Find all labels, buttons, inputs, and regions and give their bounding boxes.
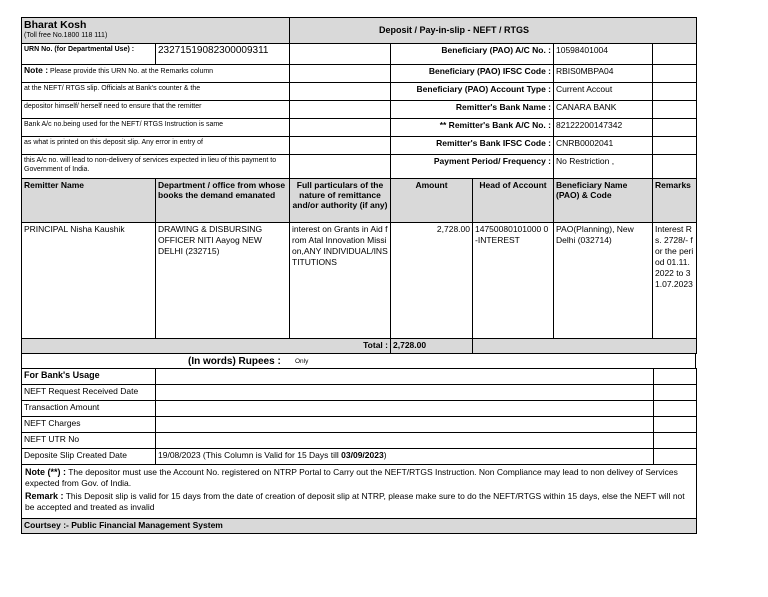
amount-in-words — [21, 354, 696, 368]
total-value: 2,728.00 — [391, 339, 473, 354]
beneficiary-label-4: ** Remitter's Bank A/C No. : — [391, 119, 554, 137]
beneficiary-value-0: 10598401004 — [554, 44, 653, 65]
bank-row-label: Transaction Amount — [22, 401, 156, 417]
col-department: Department / office from whose books the demand emanated — [156, 179, 290, 223]
col-remarks: Remarks — [653, 179, 697, 223]
total-label: Total : — [22, 339, 391, 354]
note-line-0: Note : Please provide this URN No. at the Remarks column — [22, 65, 290, 83]
urn-label: URN No. (for Departmental Use) : — [22, 44, 156, 65]
slip-title: Deposit / Pay-in-slip - NEFT / RTGS — [290, 18, 697, 44]
col-head-of-account: Head of Account — [473, 179, 554, 223]
col-amount: Amount — [391, 179, 473, 223]
note-line-2: depositor himself/ herself need to ensure that the remitter — [22, 101, 290, 119]
beneficiary-value-6: No Restriction , — [554, 155, 653, 179]
beneficiary-value-5: CNRB0002041 — [554, 137, 653, 155]
bank-usage-table — [21, 368, 697, 534]
beneficiary-label-5: Remitter's Bank IFSC Code : — [391, 137, 554, 155]
particulars-table — [21, 178, 697, 354]
courtesy-line: Courtsey :- Public Financial Management System — [22, 519, 697, 534]
deposit-slip — [21, 17, 696, 534]
bank-row-label: NEFT UTR No — [22, 433, 156, 449]
footer-notes — [22, 465, 697, 519]
bank-usage-title: For Bank's Usage — [22, 369, 156, 385]
bank-row-label: NEFT Charges — [22, 417, 156, 433]
cell-head: 14750080101000 0-INTEREST — [473, 223, 554, 339]
note-line-1: at the NEFT/ RTGS slip. Officials at Bank's counter & the — [22, 83, 290, 101]
bank-row-label: NEFT Request Received Date — [22, 385, 156, 401]
org-name: Bharat Kosh — [24, 19, 87, 31]
cell-particulars: interest on Grants in Aid from Atal Innovation Mission,ANY INDIVIDUAL/INSTITUTIONS — [290, 223, 391, 339]
beneficiary-value-3: CANARA BANK — [554, 101, 653, 119]
beneficiary-value-1: RBIS0MBPA04 — [554, 65, 653, 83]
table-row — [22, 223, 697, 339]
note-line-3: Bank A/c no.being used for the NEFT/ RTGS Instruction is same — [22, 119, 290, 137]
valid-till-date: 03/09/2023 — [341, 450, 384, 460]
beneficiary-label-3: Remitter's Bank Name : — [391, 101, 554, 119]
beneficiary-label-6: Payment Period/ Frequency : — [391, 155, 554, 179]
cell-remitter: PRINCIPAL Nisha Kaushik — [22, 223, 156, 339]
col-particulars: Full particulars of the nature of remittance and/or authority (if any) — [290, 179, 391, 223]
beneficiary-value-4: 82122200147342 — [554, 119, 653, 137]
org-cell — [22, 18, 290, 44]
beneficiary-value-2: Current Accout — [554, 83, 653, 101]
beneficiary-label-1: Beneficiary (PAO) IFSC Code : — [391, 65, 554, 83]
depositor-note: Note (**) : The depositor must use the Account No. registered on NTRP Portal to Carry out the NEFT/RTGS Instruction. Non Compliance may lead to non delivey of Services expected from Gov. of India. — [25, 467, 678, 488]
beneficiary-label-2: Beneficiary (PAO) Account Type : — [391, 83, 554, 101]
col-beneficiary: Beneficiary Name (PAO) & Code — [554, 179, 653, 223]
cell-beneficiary: PAO(Planning), New Delhi (032714) — [554, 223, 653, 339]
tollfree: (Toll free No.1800 118 111) — [24, 32, 108, 39]
words-label: (In words) Rupees : — [188, 356, 281, 367]
header-table — [21, 17, 697, 179]
col-remitter-name: Remitter Name — [22, 179, 156, 223]
cell-department: DRAWING & DISBURSING OFFICER NITI Aayog NEW DELHI (232715) — [156, 223, 290, 339]
note-line-5: this A/c no. will lead to non-delivery of services expected in lieu of this payment to Government of India. — [22, 155, 290, 179]
remark-note: Remark : This Deposit slip is valid for 15 days from the date of creation of deposit slip at NTRP, please make sure to do the NEFT/RTGS within 15 days, else the NEFT will not be accepted and treated as invalid — [25, 491, 685, 512]
beneficiary-label-0: Beneficiary (PAO) A/C No. : — [391, 44, 554, 65]
words-value: Only — [295, 358, 309, 365]
created-date-cell: 19/08/2023 (This Column is Valid for 15 Days till 03/09/2023) — [156, 449, 654, 465]
urn-value: 23271519082300009311 — [156, 44, 290, 65]
cell-remarks: Interest Rs. 2728/- for the period 01.11.2022 to 31.07.2023 — [653, 223, 697, 339]
bank-row-label: Deposite Slip Created Date — [22, 449, 156, 465]
note-line-4: as what is printed on this deposit slip. Any error in entry of — [22, 137, 290, 155]
cell-amount: 2,728.00 — [391, 223, 473, 339]
